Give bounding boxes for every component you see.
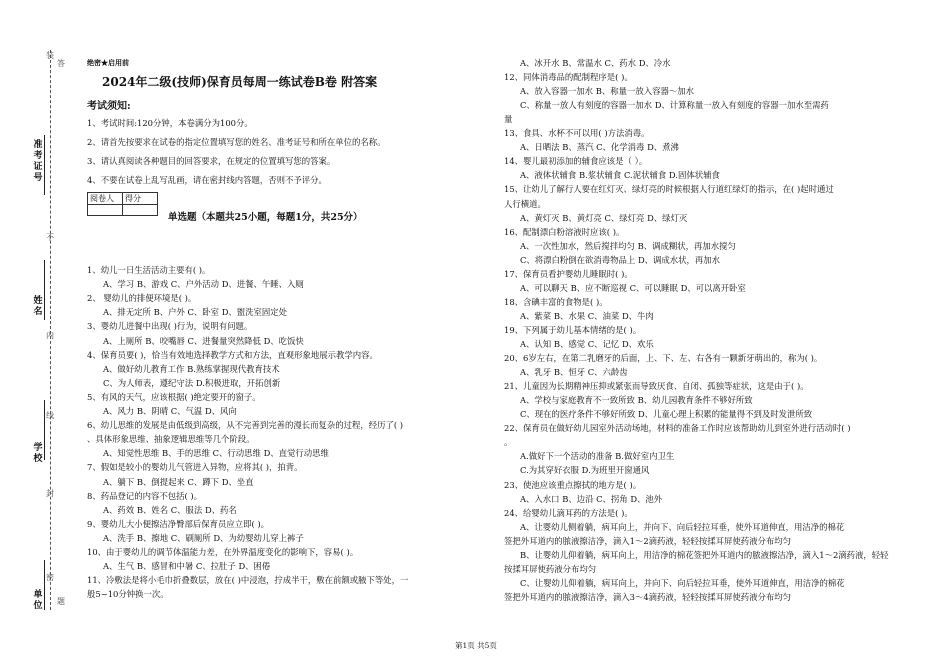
name-blank (44, 260, 45, 320)
margin-char-6: 题 (57, 597, 65, 606)
question-line: 14、婴儿最初添加的辅食应该是（ ）。 (504, 156, 648, 167)
question-line: 10、由于婴幼儿的调节体温能力差，在外界温度变化的影响下，容易( )。 (87, 547, 359, 557)
notice-item: 3、请认真阅读各种题目的回答要求，在规定的位置填写您的答案。 (87, 156, 336, 166)
question-line: C、为人师表，遵纪守法 D.积极进取，开拓创新 (103, 377, 281, 388)
question-line: A、生气 B、感冒和中暑 C、拉肚子 D、困倦 (103, 561, 271, 572)
grader-blank (88, 205, 123, 216)
question-line: A、黄灯灭 B、黄灯亮 C、绿灯亮 D、绿灯灭 (520, 212, 688, 223)
question-line: A、学校与家庭教育不一致所致 B、幼儿园教育条件不够好所致 (520, 395, 753, 406)
page-footer: 第1页 共5页 (455, 641, 497, 650)
question-line: 签把外耳道内的脓液擦洁净，滴入1～2滴药液，轻轻按揉耳屏使药液分布均匀 (504, 535, 792, 546)
question-line: 12、同体消毒品的配制程序是( )。 (504, 72, 633, 83)
question-line: A.做好下一个活动的准备 B.做好室内卫生 (520, 451, 675, 462)
question-line: A、放入容器一加水 B、称量一放入容器～加水 (520, 86, 694, 97)
question-line: C、现在的医疗条件不够好所致 D、儿童心理上积累的能量得不到及时发泄所致 (520, 409, 813, 420)
section-title: 单选题（本题共25小题，每题1分，共25分） (168, 212, 363, 223)
question-line: 5、有风的天气，应该根据( )绝定要开的窗子。 (87, 391, 261, 402)
margin-char-5: 密 (46, 573, 54, 582)
notice-item: 1、考试时间:120分钟，本卷满分为100分。 (87, 118, 253, 128)
score-blank (123, 205, 158, 216)
question-line: 般5~10分钟换一次。 (87, 589, 169, 600)
question-line: A、可以聊天 B、应不断巡视 C、可以睡眠 D、可以离开卧室 (520, 282, 746, 293)
question-line: B、让婴幼儿仰着躺，病耳向上，用洁净的棉花签把外耳道内的脓液擦洁净，滴入1～2滴药液，轻轻 (520, 549, 889, 560)
question-line: 2、 婴幼儿的排便环境是( )。 (87, 293, 197, 304)
question-line: 。 (504, 437, 513, 448)
page-title: 2024年二级(技师)保育员每周一练试卷B卷 附答案 (102, 75, 378, 89)
question-line: 、具体形象思维、抽象逻辑思维等几个阶段。 (87, 434, 255, 445)
question-line: 7、假如是较小的婴幼儿气管进入异物，应将其( )，拍背。 (87, 462, 303, 473)
binding-margin (0, 0, 68, 671)
margin-char-1: 不 (46, 233, 54, 242)
question-line: A、日晒法 B、蒸汽 C、化学消毒 D、煮沸 (520, 142, 679, 153)
notice-heading: 考试须知: (87, 101, 131, 112)
question-line: A、一次性加水，然后搅拌均匀 B、调成糊状，再加水搅匀 (520, 240, 736, 251)
margin-char-3: 线 (46, 411, 54, 420)
question-line: A、知觉性思维 B、手的思维 C、行动思维 D、直觉行动思维 (103, 448, 329, 459)
margin-char-top: 装 (46, 51, 54, 60)
question-line: 24、给婴幼儿滴耳药的方法是( )。 (504, 507, 633, 518)
question-line: A、排无定所 B、户外 C、卧室 D、盥洗室固定处 (103, 307, 288, 318)
question-line: 6、幼儿思维的发展是由低级到高级，从不完善到完善的漫长而复杂的过程，经历了( ) (87, 420, 404, 431)
school-label: 学校 (33, 443, 43, 464)
margin-char-4: 封 (46, 489, 54, 498)
question-line: 15、让幼儿了解行人要在红灯灭、绿灯亮的时候根据人行道红绿灯的指示，在( )起时通过 (504, 184, 834, 195)
question-line: A、药效 B、姓名 C、服法 D、药名 (103, 504, 237, 515)
margin-char-7: 答 (57, 59, 65, 68)
unit-label: 单位 (33, 590, 43, 611)
question-line: C、让婴幼儿仰着躺，病耳向上，并向下、向后轻拉耳垂，使外耳道伸直，用洁净的棉花 (520, 577, 845, 588)
question-line: C、将漂白粉倒在欲消毒物品上 D、调成水状，再加水 (520, 254, 721, 265)
question-line: 按揉耳屏使药液分布均匀 (504, 563, 597, 574)
question-line: 22、保育员在做好幼儿园室外活动场地，材料的准备工作时应该帮助幼儿到室外进行活动时( ) (504, 423, 851, 434)
question-line: A、洗手 B、擦地 C、刷厕所 D、为幼婴幼儿穿上裤子 (103, 532, 304, 543)
question-line: A、让婴幼儿侧着躺，病耳向上，并向下、向后轻拉耳垂，使外耳道伸直，用洁净的棉花 (520, 521, 845, 532)
question-line: A、液体状辅食 B.浆状辅食 C.泥状辅食 D.固体状辅食 (520, 170, 720, 181)
name-label: 姓名 (33, 296, 43, 317)
question-line: A、入水口 B、边沿 C、拐角 D、池外 (520, 493, 663, 504)
question-line: C、称量一放人有刻度的容器一加水 D、计算称量一放入有刻度的容器一加水至需药 (520, 100, 829, 111)
question-line: 9、婴幼儿大小便擦洁净臀部后保育员应立即( )。 (87, 518, 270, 529)
question-line: 21、儿童因为长期精神压抑或紧张而导致厌食、自闭、孤独等症状，这是由于( )。 (504, 381, 809, 392)
question-line: A、学习 B、游戏 C、户外活动 D、进餐、午睡、入厕 (103, 279, 304, 290)
question-line: A、躺下 B、倒提起来 C、蹲下 D、坐直 (103, 476, 254, 487)
question-line: 签把外耳道内的脓液擦洁净，滴入3～4滴药液，轻轻按揉耳屏使药液分布均匀 (504, 591, 792, 602)
question-line: 11、冷敷法是将小毛巾折叠数层，放在( )中浸泡，拧成半干，敷在前额或腋下等处，一 (87, 575, 409, 586)
notice-item: 4、不要在试卷上乱写乱画，请在密封线内答题，否则不予评分。 (87, 175, 327, 185)
margin-char-2: 内 (46, 331, 54, 340)
question-line: 8、药品登记的内容不包括( )。 (87, 490, 203, 501)
score-cell: 得分 (123, 193, 158, 205)
question-line: C.为其穿好衣服 D.为班里开窗通风 (520, 465, 650, 476)
question-line: 1、幼儿一日生活活动主要有( )。 (87, 265, 211, 275)
question-line: 17、保育员看护婴幼儿睡眠时( )。 (504, 268, 633, 279)
question-line: 23、使池应该重点擦拭的地方是( )。 (504, 479, 642, 490)
school-blank (44, 400, 45, 460)
unit-blank (44, 560, 45, 610)
question-line: A、冰开水 B、常温水 C、药水 D、冷水 (520, 58, 671, 68)
grader-cell: 阅卷人 (88, 193, 123, 205)
question-line: 人行横道。 (504, 198, 546, 209)
secret-label: 绝密★启用前 (87, 58, 129, 67)
exam-number-label: 准考证号 (33, 140, 43, 183)
question-line: 量 (504, 114, 513, 125)
question-line: 16、配制漂白粉溶液时应该( )。 (504, 226, 625, 237)
notice-item: 2、请首先按要求在试卷的指定位置填写您的姓名、准考证号和所在单位的名称。 (87, 137, 386, 147)
score-box (87, 192, 158, 216)
question-line: 4、保育员要( )，恰当有效地选择教学方式和方法，直观形象地展示教学内容。 (87, 349, 378, 360)
exam-number-blank (44, 135, 45, 195)
question-line: 19、下列属于幼儿基本情绪的是( )。 (504, 324, 642, 335)
question-line: 3、婴幼儿进餐中出现( )行为，说明有问题。 (87, 321, 253, 332)
question-line: A、紫菜 B、水果 C、油菜 D、牛肉 (520, 310, 654, 321)
question-line: A、认知 B、感觉 C、记忆 D、欢乐 (520, 339, 654, 349)
question-line: A、乳牙 B、恒牙 C、六龄齿 (520, 367, 628, 378)
question-line: A、风力 B、阴晴 C、气温 D、风向 (103, 406, 237, 416)
question-line: 20、6岁左右，在第二乳磨牙的后面，上、下、左、右各有一颗新牙萌出的，称为( )。 (504, 353, 823, 364)
question-line: 18、含碘丰富的食物是( )。 (504, 296, 608, 307)
question-line: A、上厕所 B、咬嘴唇 C、进餐量突然降低 D、吃饭快 (103, 335, 304, 346)
question-line: A、做好幼儿教育工作 B.熟练掌握现代教育技术 (103, 363, 280, 374)
question-line: 13、食具、水杯不可以用( )方法消毒。 (504, 128, 650, 139)
